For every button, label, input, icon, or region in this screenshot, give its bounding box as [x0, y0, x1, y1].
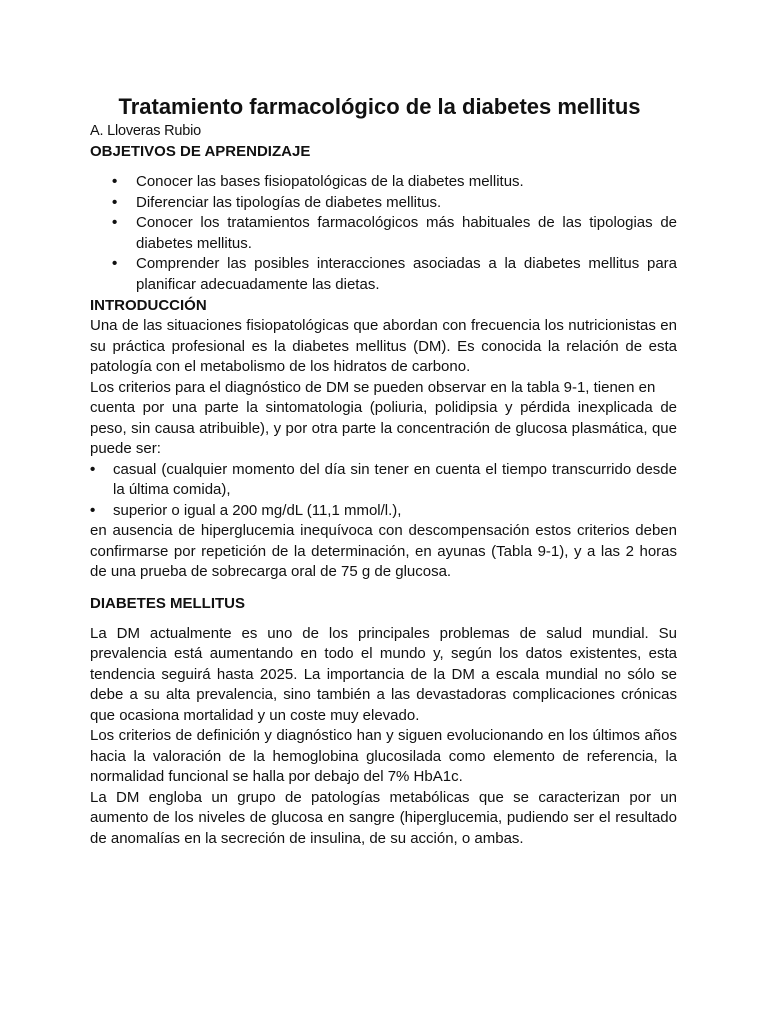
document-page: [90, 92, 677, 849]
objective-item: • Conocer los tratamientos farmacológicos más habituales de las tipologias de diabetes mellitus.: [112, 213, 677, 254]
intro-paragraph-3: en ausencia de hiperglucemia inequívoca con descompensación estos criterios deben confirmarse por repetición de la determinación, en ayunas (Tabla 9-1), y a las 2 horas de una prueba de sobrecarga oral de 75 g de glucosa.: [90, 522, 677, 580]
dm-paragraph-3: La DM engloba un grupo de patologías metabólicas que se caracterizan por un aumento de los niveles de glucosa en sangre (hiperglucemia, pudiendo ser el resultado de anomalías en la secreción de insulina, de su acción, o ambas.: [90, 788, 677, 847]
author-line: A. Lloveras Rubio: [90, 123, 202, 139]
objectives-list: [112, 172, 677, 295]
objective-item: • Diferenciar las tipologías de diabetes mellitus.: [112, 193, 677, 214]
criteria-item: • superior o igual a 200 mg/dL (11,1 mmol/l.),: [90, 501, 677, 522]
objective-item: • Comprender las posibles interacciones asociadas a la diabetes mellitus para planificar adecuadamente las dietas.: [112, 254, 677, 295]
dm-heading: DIABETES MELLITUS: [90, 594, 246, 612]
objectives-heading: OBJETIVOS DE APRENDIZAJE: [90, 143, 311, 160]
document-title: Tratamiento farmacológico de la diabetes mellitus: [118, 94, 641, 119]
intro-paragraph-2a: Los criterios para el diagnóstico de DM se pueden observar en la tabla 9-1, tienen en: [90, 378, 656, 396]
intro-paragraph-2b: cuenta por una parte la sintomatologia (poliuria, polidipsia y pérdida inexplicada de peso, sin causa atribuible), y por otra parte la concentración de glucosa plasmática, que puede ser:: [90, 399, 677, 457]
intro-heading: INTRODUCCIÓN: [90, 297, 207, 314]
objective-item: • Conocer las bases fisiopatológicas de la diabetes mellitus.: [112, 172, 677, 193]
criteria-list: [90, 460, 677, 522]
dm-paragraph-1: La DM actualmente es uno de los principales problemas de salud mundial. Su prevalencia está aumentando en todo el mundo y, según los datos existentes, esta tendencia seguirá hasta 2025. La importancia de la DM a escala mundial no sólo se debe a su alta prevalencia, sino también a las devastadoras complicaciones crónicas que ocasiona mortalidad y un coste muy elevado.: [90, 624, 677, 724]
intro-paragraph-1: Una de las situaciones fisiopatológicas que abordan con frecuencia los nutricionistas en su práctica profesional es la diabetes mellitus (DM). Es conocida la relación de esta patología con el metabolismo de los hidratos de carbono.: [90, 317, 677, 375]
dm-paragraph-2: Los criterios de definición y diagnóstico han y siguen evolucionando en los últimos años hacia la valoración de la hemoglobina glucosilada como elemento de referencia, la normalidad funcional se halla por debajo del 7% HbA1c.: [90, 727, 677, 785]
criteria-item: • casual (cualquier momento del día sin tener en cuenta el tiempo transcurrido desde la última comida),: [90, 460, 677, 501]
